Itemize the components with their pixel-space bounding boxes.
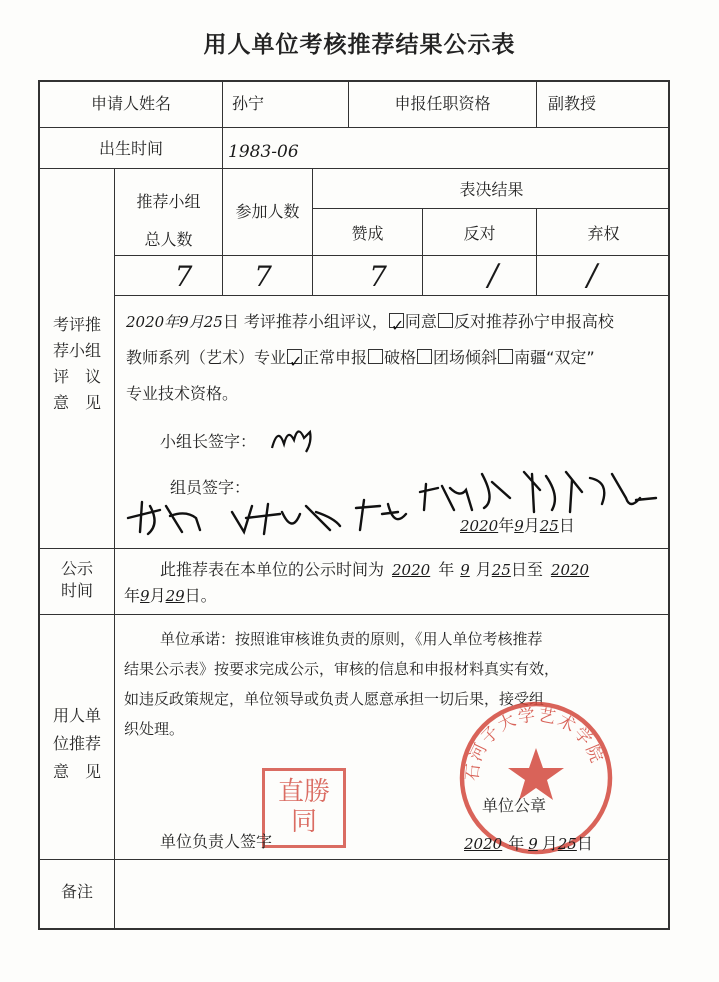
vote-no-label: 反对	[463, 224, 496, 243]
normal-checkbox	[287, 349, 302, 364]
qualification-value: 副教授	[548, 94, 597, 113]
attend-count-label: 参加人数	[235, 202, 300, 221]
notice-period-line2: 年9月29日。	[124, 586, 217, 605]
agree-checkbox	[389, 313, 404, 328]
unit-leader-sign-label: 单位负责人签字	[160, 832, 273, 851]
leader-sign-label: 小组长签字：	[160, 432, 257, 451]
birth-value: 1983-06	[228, 142, 299, 162]
applicant-name-label: 申请人姓名	[90, 94, 171, 113]
break-checkbox	[368, 349, 383, 364]
unit-seal-label: 单位公章	[482, 796, 547, 815]
notice-period-line1: 此推荐表在本单位的公示时间为 2020 年 9 月25日至 2020	[160, 560, 590, 579]
review-opinion: 2020年9月25日 考评推荐小组评议，✓ 同意 反对推荐孙宁申报高校 教师系列（艺术）专业✓ 正常申报 破格 团场倾斜 南疆“双定” 专业技术资格。	[126, 304, 666, 412]
unit-sign-date: 2020 年 9 月25日	[464, 834, 593, 853]
page-title: 用人单位考核推荐结果公示表	[203, 32, 516, 58]
unit-recommend-label: 用人单 位推荐 意 见	[52, 706, 101, 781]
vote-no-value: /	[487, 258, 499, 293]
vote-yes-label: 赞成	[351, 224, 384, 243]
unit-pledge: 单位承诺：按照谁审核谁负责的原则，《用人单位考核推荐 结果公示表》按要求完成公示，审核的信息和申报材料真实有效， 如违反政策规定，单位领导或负责人愿意承担一切后果，接受组 织处理。	[124, 630, 560, 738]
group-total-label: 推荐小组 总人数	[136, 192, 201, 249]
applicant-name-value: 孙宁	[232, 94, 265, 113]
birth-label: 出生时间	[98, 139, 163, 158]
leader-name-stamp: 直勝同	[262, 768, 346, 848]
svg-text:石河子大学艺术学院: 石河子大学艺术学院	[462, 705, 608, 783]
member-sign-label: 组员签字：	[170, 478, 251, 497]
qualification-label: 申报任职资格	[394, 94, 491, 113]
oppose-checkbox	[438, 313, 453, 328]
notice-time-label: 公示 时间	[60, 559, 93, 600]
attend-count-value: 7	[254, 260, 272, 293]
vote-abstain-value: /	[586, 258, 598, 293]
group-total-value: 7	[174, 260, 193, 293]
remark-label: 备注	[60, 882, 93, 901]
group-checkbox	[417, 349, 432, 364]
south-checkbox	[498, 349, 513, 364]
review-sign-date: 2020年9月25日	[460, 516, 575, 535]
vote-abstain-label: 弃权	[587, 224, 620, 243]
review-section-label: 考评推 荐小组 评 议 意 见	[52, 315, 101, 412]
vote-result-label: 表决结果	[459, 180, 524, 199]
member-signatures	[120, 452, 660, 542]
vote-yes-value: 7	[369, 260, 387, 293]
opinion-date: 2020年9月25	[126, 313, 223, 331]
